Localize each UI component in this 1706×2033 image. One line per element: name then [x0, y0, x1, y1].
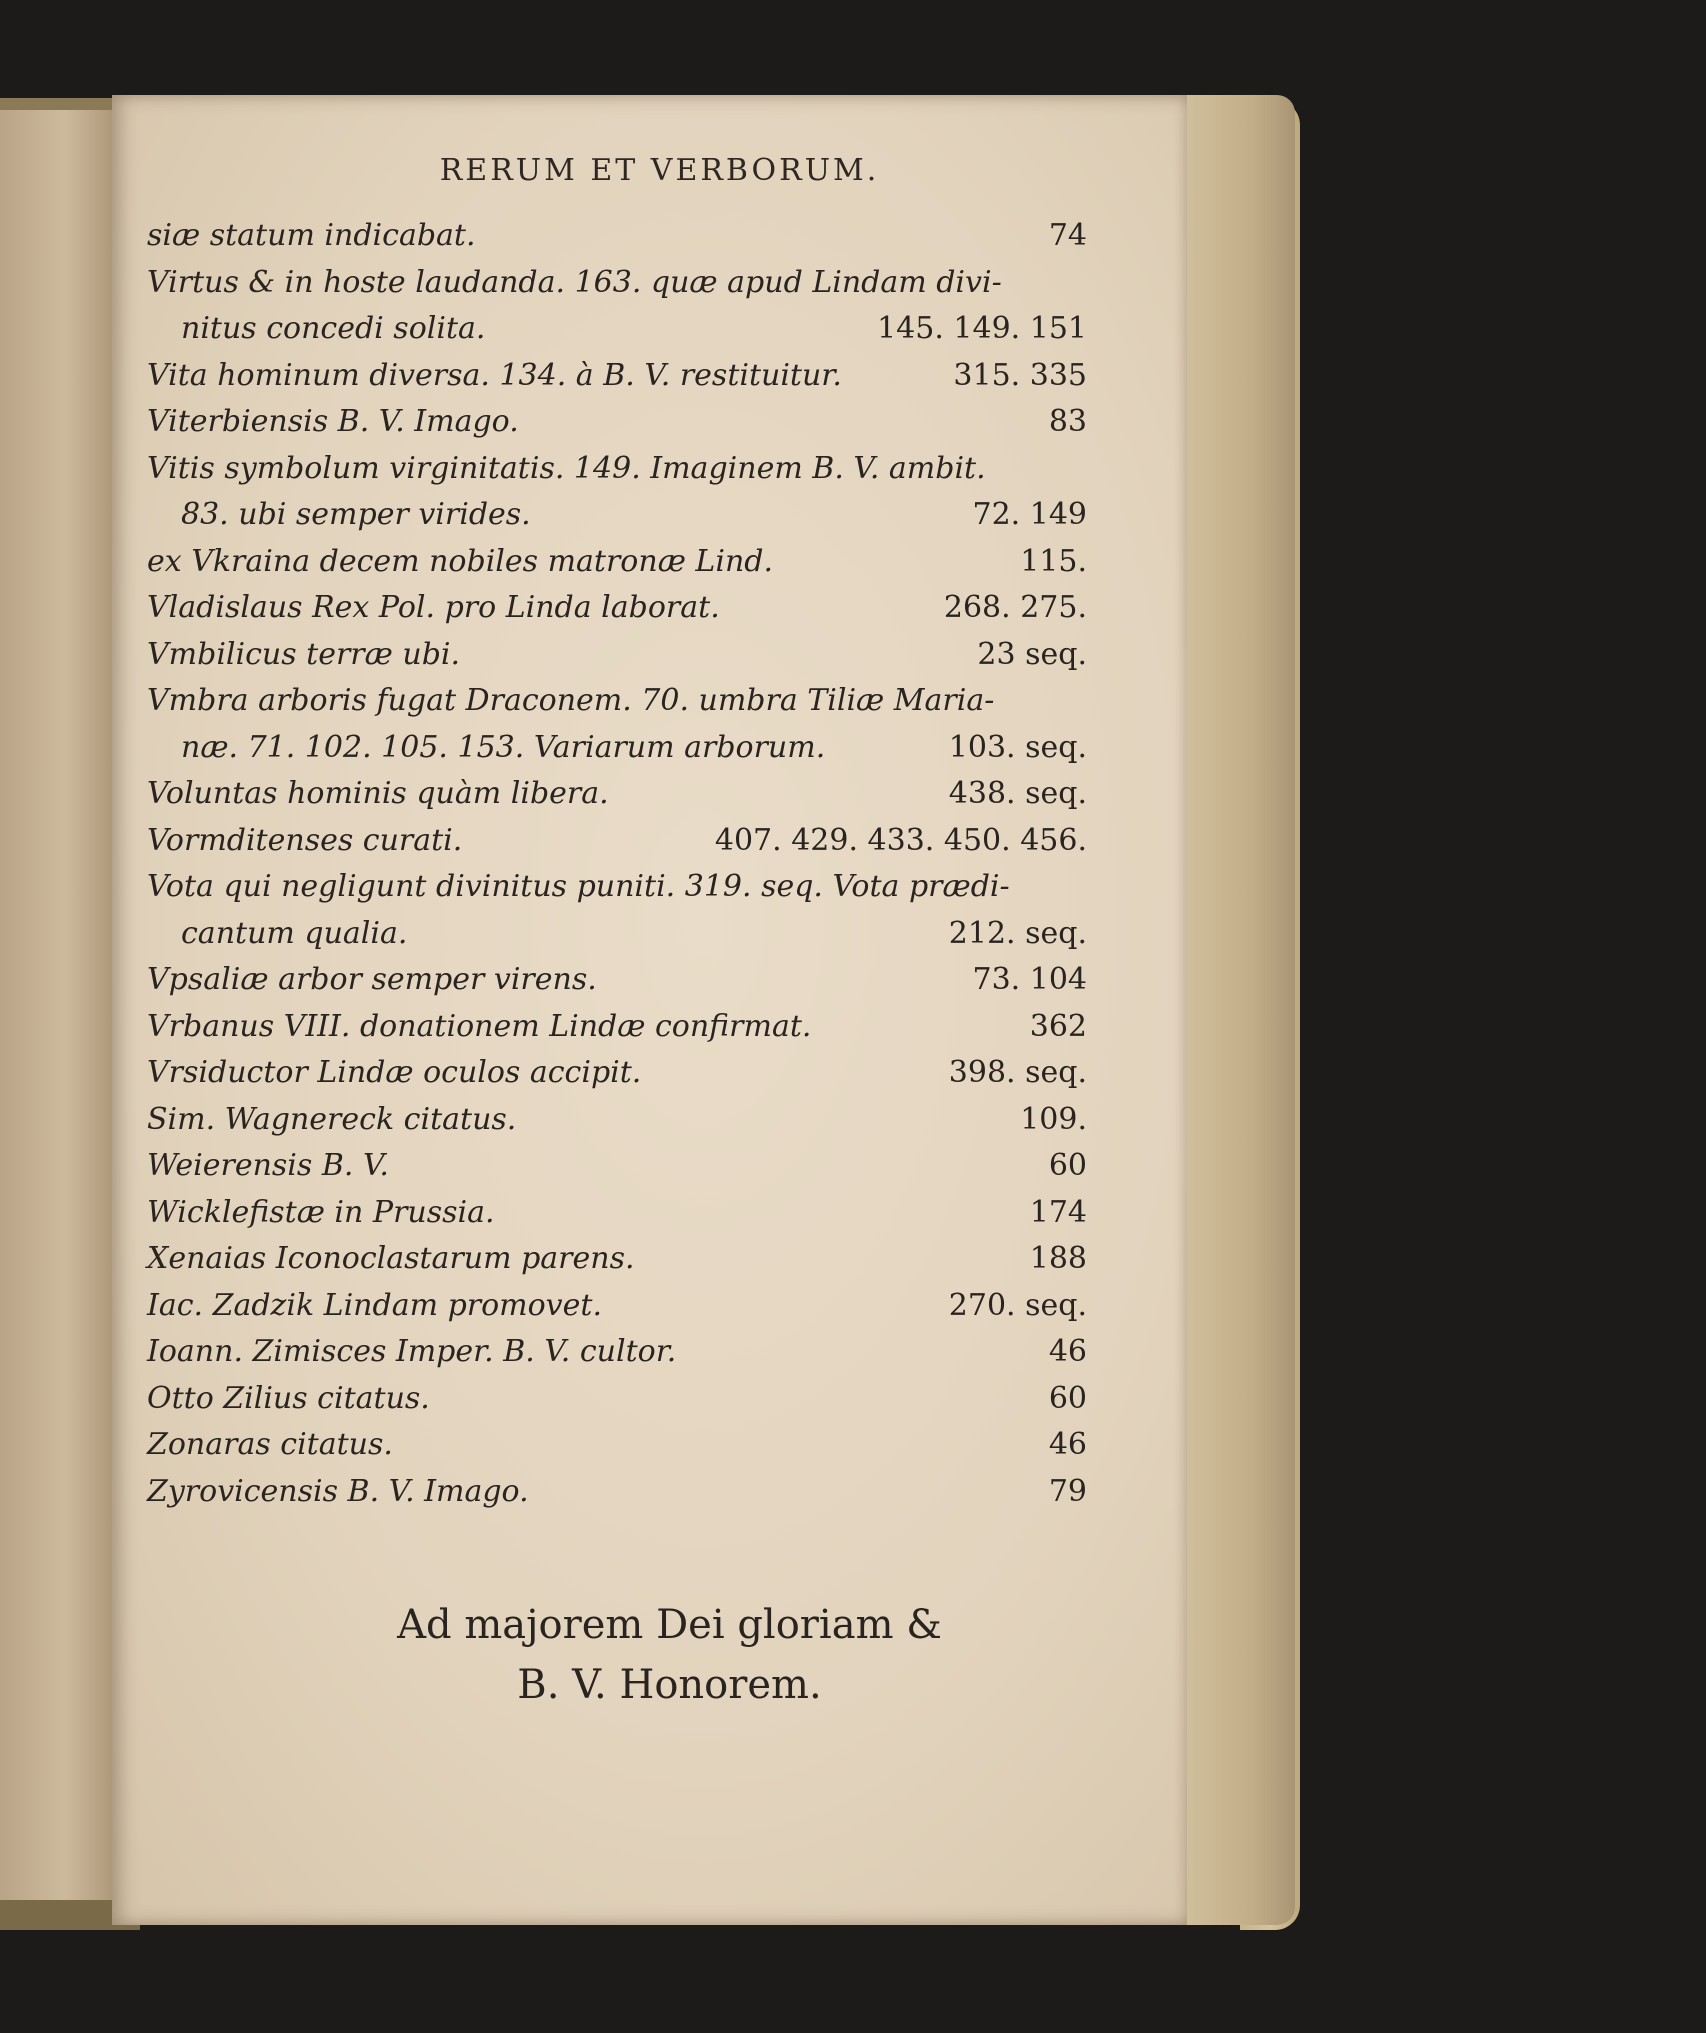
index-page-reference: 212. seq. — [948, 915, 1087, 951]
index-entry — [147, 864, 1087, 911]
index-entry — [147, 446, 1087, 493]
index-page-reference: 74 — [1048, 218, 1087, 253]
index-page-reference: 407. 429. 433. 450. 456. — [714, 822, 1087, 858]
index-page-reference: 60 — [1048, 1380, 1087, 1416]
index-term: Sim. Wagnereck citatus. — [147, 1101, 517, 1137]
index-entry — [147, 213, 1087, 260]
index-term: Vita hominum diversa. 134. à B. V. restituitur. — [147, 357, 842, 393]
index-entry — [147, 585, 1087, 632]
index-term: Xenaias Iconoclastarum parens. — [147, 1241, 635, 1276]
index-entry — [147, 678, 1087, 725]
index-page-reference: 398. seq. — [948, 1055, 1087, 1090]
index-term: Vrbanus VIII. donationem Lindæ confirmat. — [147, 1008, 812, 1044]
index-entry — [147, 353, 1087, 400]
index-page-reference: 188 — [1029, 1241, 1087, 1276]
index-term: Weierensis B. V. — [147, 1148, 389, 1183]
index-term: Vormditenses curati. — [147, 822, 463, 858]
index-page-reference: 270. seq. — [948, 1287, 1087, 1323]
index-entry — [147, 1376, 1087, 1423]
index-entry — [147, 1190, 1087, 1237]
index-term: Vota qui negligunt divinitus puniti. 319. seq. Vota prædi- — [147, 869, 1010, 904]
index-page-reference: 268. 275. — [943, 590, 1087, 625]
index-page-reference: 109. — [1020, 1101, 1087, 1137]
index-entry — [147, 1469, 1087, 1516]
index-entry — [147, 1097, 1087, 1144]
closing-line-1: Ad majorem Dei gloriam & — [397, 1602, 942, 1648]
index-page-reference: 23 seq. — [977, 636, 1087, 672]
index-entry — [147, 771, 1087, 818]
index-term: ex Vkraina decem nobiles matronæ Lind. — [147, 543, 774, 579]
index-entry — [147, 725, 1087, 772]
index-term: Vpsaliæ arbor semper virens. — [147, 962, 597, 997]
index-page-reference: 145. 149. 151 — [877, 311, 1087, 346]
index-term: Vmbra arboris fugat Draconem. 70. umbra Tiliæ Maria- — [147, 683, 995, 718]
index-term: Vmbilicus terræ ubi. — [147, 636, 461, 672]
index-entry — [147, 1283, 1087, 1330]
index-term: 83. ubi semper virides. — [181, 497, 531, 532]
index-term: Voluntas hominis quàm libera. — [147, 776, 609, 811]
index-page-reference: 73. 104 — [972, 962, 1087, 997]
index-term: Viterbiensis B. V. Imago. — [147, 404, 519, 439]
index-term: Otto Zilius citatus. — [147, 1380, 430, 1416]
index-entry — [147, 911, 1087, 958]
index-term: næ. 71. 102. 105. 153. Variarum arborum. — [181, 729, 826, 765]
closing-formula — [112, 1595, 1187, 1715]
index-term: Zonaras citatus. — [147, 1427, 393, 1462]
index-term: Vitis symbolum virginitatis. 149. Imaginem B. V. ambit. — [147, 450, 986, 486]
index-entry — [147, 1004, 1087, 1051]
index-entry — [147, 1329, 1087, 1376]
index-term: Vrsiductor Lindæ oculos accipit. — [147, 1055, 642, 1090]
index-entry — [147, 260, 1087, 307]
index-entry — [147, 957, 1087, 1004]
index-term: siæ statum indicabat. — [147, 218, 476, 253]
index-page-reference: 46 — [1048, 1334, 1087, 1369]
index-term: cantum qualia. — [181, 915, 408, 951]
index-page-reference: 362 — [1029, 1008, 1087, 1044]
index-page-reference: 438. seq. — [948, 776, 1087, 811]
book-page — [112, 95, 1187, 1925]
index-page-reference: 72. 149 — [972, 497, 1087, 532]
index-entry — [147, 1422, 1087, 1469]
index-entry — [147, 539, 1087, 586]
closing-line-2: B. V. Honorem. — [517, 1662, 822, 1708]
index-term: nitus concedi solita. — [181, 311, 486, 346]
index-term: Zyrovicensis B. V. Imago. — [147, 1473, 529, 1509]
index-entry — [147, 818, 1087, 865]
index-entry — [147, 306, 1087, 353]
index-entry — [147, 1236, 1087, 1283]
index-term: Wicklefistæ in Prussia. — [147, 1194, 495, 1230]
index-page-reference: 174 — [1029, 1194, 1087, 1230]
index-page-reference: 103. seq. — [948, 729, 1087, 765]
index-page-reference: 115. — [1020, 543, 1087, 579]
index-list — [147, 213, 1087, 1515]
index-page-reference: 83 — [1048, 404, 1087, 439]
index-entry — [147, 632, 1087, 679]
index-term: Vladislaus Rex Pol. pro Linda laborat. — [147, 590, 720, 625]
index-page-reference: 79 — [1048, 1473, 1087, 1509]
index-page-reference: 315. 335 — [953, 357, 1087, 393]
index-page-reference: 46 — [1048, 1427, 1087, 1462]
index-term: Ioann. Zimisces Imper. B. V. cultor. — [147, 1334, 677, 1369]
index-term: Iac. Zadzik Lindam promovet. — [147, 1287, 602, 1323]
index-entry — [147, 492, 1087, 539]
index-term: Virtus & in hoste laudanda. 163. quæ apud Lindam divi- — [147, 264, 1002, 300]
index-entry — [147, 399, 1087, 446]
index-entry — [147, 1143, 1087, 1190]
index-entry — [147, 1050, 1087, 1097]
index-page-reference: 60 — [1048, 1148, 1087, 1183]
running-head: RERUM ET VERBORUM. — [439, 153, 880, 188]
